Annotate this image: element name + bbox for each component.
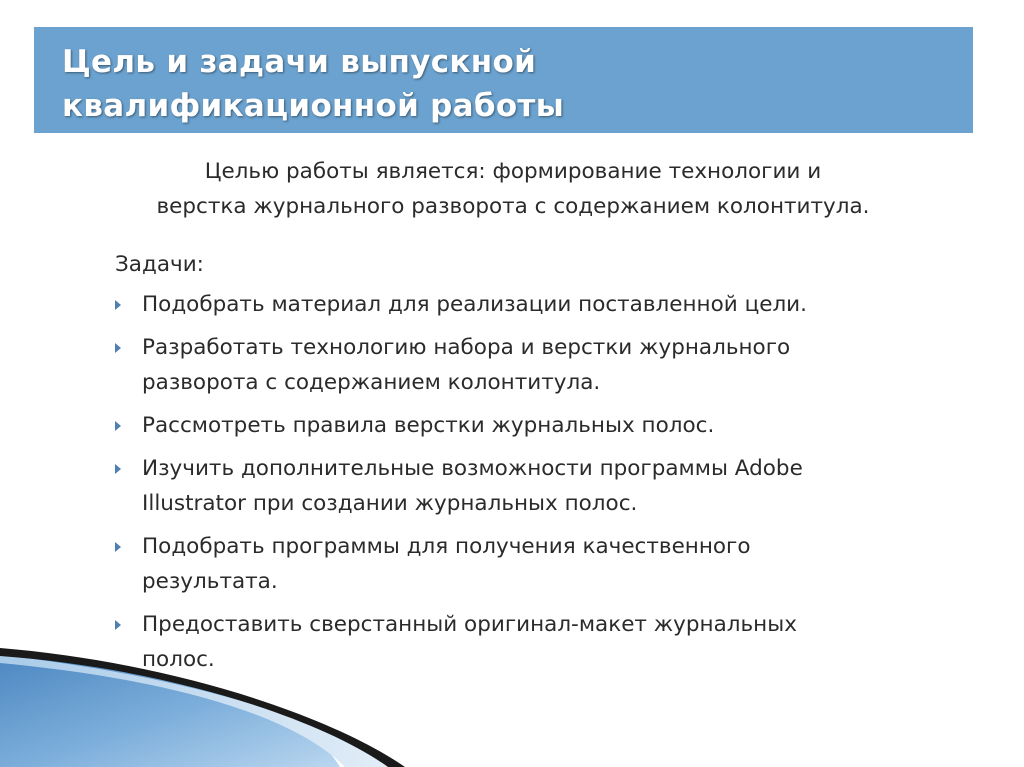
task-line: Подобрать программы для получения качественного xyxy=(142,534,751,559)
task-line: результата. xyxy=(142,569,278,594)
task-line: Разработать технологию набора и верстки журнального xyxy=(142,335,791,360)
task-line: Предоставить сверстанный оригинал-макет журнальных xyxy=(142,612,797,637)
task-line: Рассмотреть правила верстки журнальных полос. xyxy=(142,413,715,438)
slide-title-line-1: Цель и задачи выпускной xyxy=(62,44,537,80)
slide-title-line-2: квалификационной работы xyxy=(62,88,565,124)
goal-line-2: верстка журнального разворота с содержанием колонтитула. xyxy=(156,194,870,219)
tasks-heading: Задачи: xyxy=(115,252,204,277)
task-line: полос. xyxy=(142,647,215,672)
task-line: Изучить дополнительные возможности программы Adobe xyxy=(142,456,803,481)
task-line: разворота с содержанием колонтитула. xyxy=(142,370,601,395)
task-line: Подобрать материал для реализации поставленной цели. xyxy=(142,292,807,317)
task-line: Illustrator при создании журнальных полос. xyxy=(142,491,638,516)
goal-line-1: Целью работы является: формирование технологии и xyxy=(204,159,822,184)
